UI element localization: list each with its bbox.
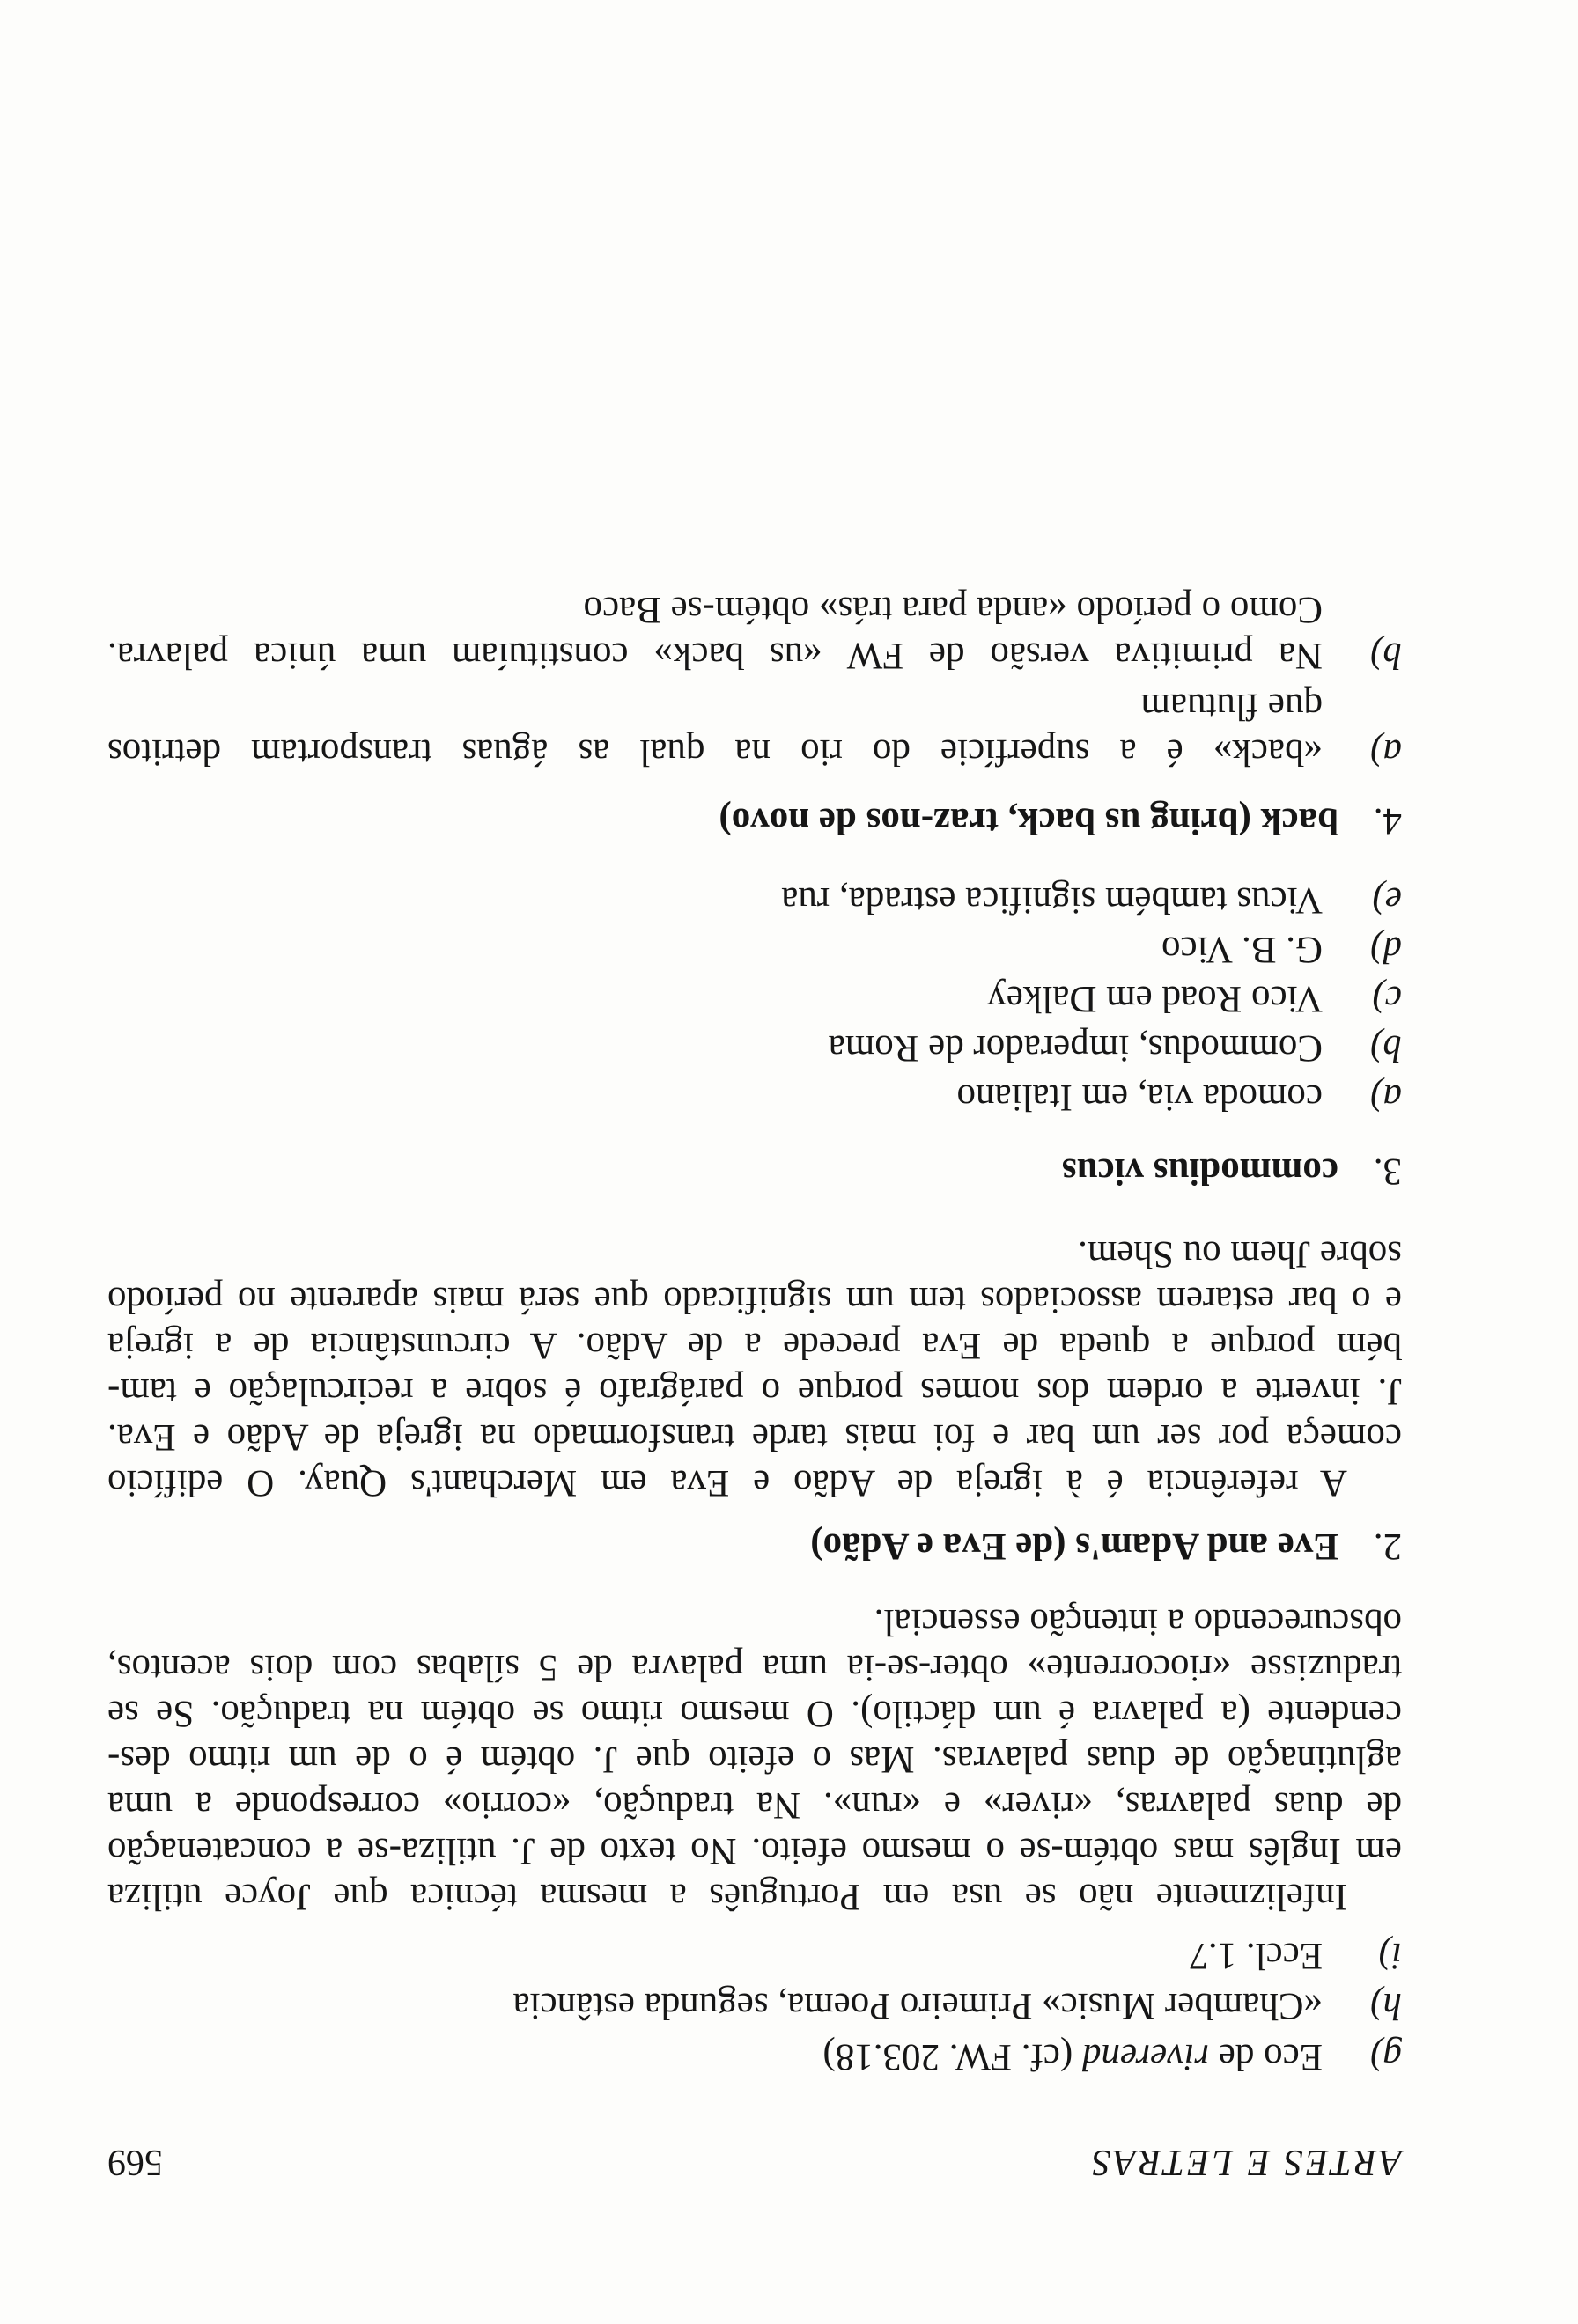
page-header	[107, 2130, 1402, 2183]
item-label: e)	[1372, 879, 1402, 921]
section-heading-3	[1062, 1148, 1402, 1194]
paragraph-line: e o bar estarem associados tem um significado que será mais aparente no período	[107, 1279, 1402, 1320]
item-label: b)	[1370, 635, 1402, 676]
item-label: h)	[1370, 1985, 1402, 2026]
item-text-italic: riverend	[1081, 2036, 1210, 2078]
section-heading-4	[719, 798, 1402, 843]
note-item-a	[107, 729, 1402, 775]
note-item-i	[1189, 1932, 1402, 1978]
paragraph-line: sobre Jhem ou Shem.	[1078, 1233, 1402, 1275]
paragraph-line: bém porque a queda de Eva precede a de Adão. A circunstância de a igreja	[107, 1325, 1402, 1366]
item-text: «Chamber Music» Primeiro Poema, segunda estância	[512, 1985, 1323, 2026]
paragraph-line: começa por ser um bar e foi mais tarde transformado na igreja de Adão e Eva.	[107, 1416, 1402, 1458]
note-item-d	[1161, 926, 1402, 972]
note-item-c	[987, 975, 1402, 1021]
paragraph-line: J. inverte a ordem dos nomes porque o parágrafo é sobre a recirculação e tam-	[107, 1371, 1402, 1412]
section-heading-2	[810, 1523, 1402, 1569]
item-label: c)	[1372, 978, 1402, 1019]
item-label: i)	[1378, 1935, 1402, 1976]
note-item-h	[512, 1982, 1402, 2028]
item-label: d)	[1370, 929, 1402, 970]
item-text: Vico Road em Dalkey	[987, 978, 1323, 1019]
section-title: back (bring us back, traz-nos de novo)	[719, 800, 1338, 842]
note-item-b	[107, 632, 1402, 678]
note-item-e	[781, 877, 1402, 923]
item-text: (cf. FW. 203.18)	[822, 2036, 1082, 2078]
running-title: ARTES E LETRAS	[1089, 2142, 1402, 2182]
paragraph-line: A referência é à igreja de Adão e Eva em Merchant's Quay. O edifício	[107, 1462, 1347, 1504]
section-number: 4.	[1373, 800, 1402, 842]
note-item-a	[956, 1074, 1402, 1120]
paragraph-line: aglutinação de duas palavras. Mas o efeito que J. obtém é o de um ritmo des-	[107, 1739, 1402, 1780]
item-text: «back» é a superfície do rio na qual as águas transportam detritos	[107, 732, 1323, 773]
note-item-b	[829, 1025, 1402, 1070]
section-number: 3.	[1373, 1151, 1402, 1192]
item-continuation: Como o período «anda para trás» obtém-se Baco	[583, 589, 1323, 630]
item-label: a)	[1370, 732, 1402, 773]
paragraph-line: de duas palavras, «river» e «run». Na tradução, «corrio» corresponde a uma	[107, 1784, 1402, 1826]
paragraph-line: Infelizmente não se usa em Português a mesma técnica que Joyce utiliza	[107, 1876, 1347, 1917]
item-text: comoda via, em Italiano	[956, 1077, 1323, 1118]
item-text: Vicus também significa estrada, rua	[781, 879, 1323, 921]
item-text: G. B. Vico	[1161, 929, 1323, 970]
section-number: 2.	[1373, 1526, 1402, 1567]
item-label: b)	[1370, 1027, 1402, 1069]
section-title: commodius vicus	[1061, 1151, 1338, 1192]
item-continuation: que flutuam	[1140, 686, 1323, 727]
item-label: g)	[1370, 2036, 1402, 2078]
item-text: Na primitiva versão de FW «us back» constituíam uma única palavra.	[107, 635, 1323, 676]
paragraph-line: em Inglês mas obtém-se o mesmo efeito. No texto de J. utiliza-se a concatenação	[107, 1830, 1402, 1872]
item-text: Commodus, imperador de Roma	[828, 1027, 1323, 1069]
page-number: 569	[107, 2142, 163, 2182]
item-text: Eco de	[1209, 2036, 1323, 2078]
paragraph-line: traduzisse «riocorrente» obter-se-ia uma palavra de 5 sílabas com dois acentos,	[107, 1647, 1402, 1688]
item-text: Eccl. 1.7	[1189, 1935, 1323, 1976]
item-label: a)	[1370, 1077, 1402, 1118]
section-title: Eve and Adam's (de Eva e Adão)	[810, 1526, 1338, 1567]
paragraph-line: obscurecendo a intenção essencial.	[874, 1601, 1402, 1643]
note-item-g	[822, 2034, 1402, 2079]
paragraph-line: cendente (a palavra é um dáctilo). O mesmo ritmo se obtém na tradução. Se se	[107, 1693, 1402, 1734]
